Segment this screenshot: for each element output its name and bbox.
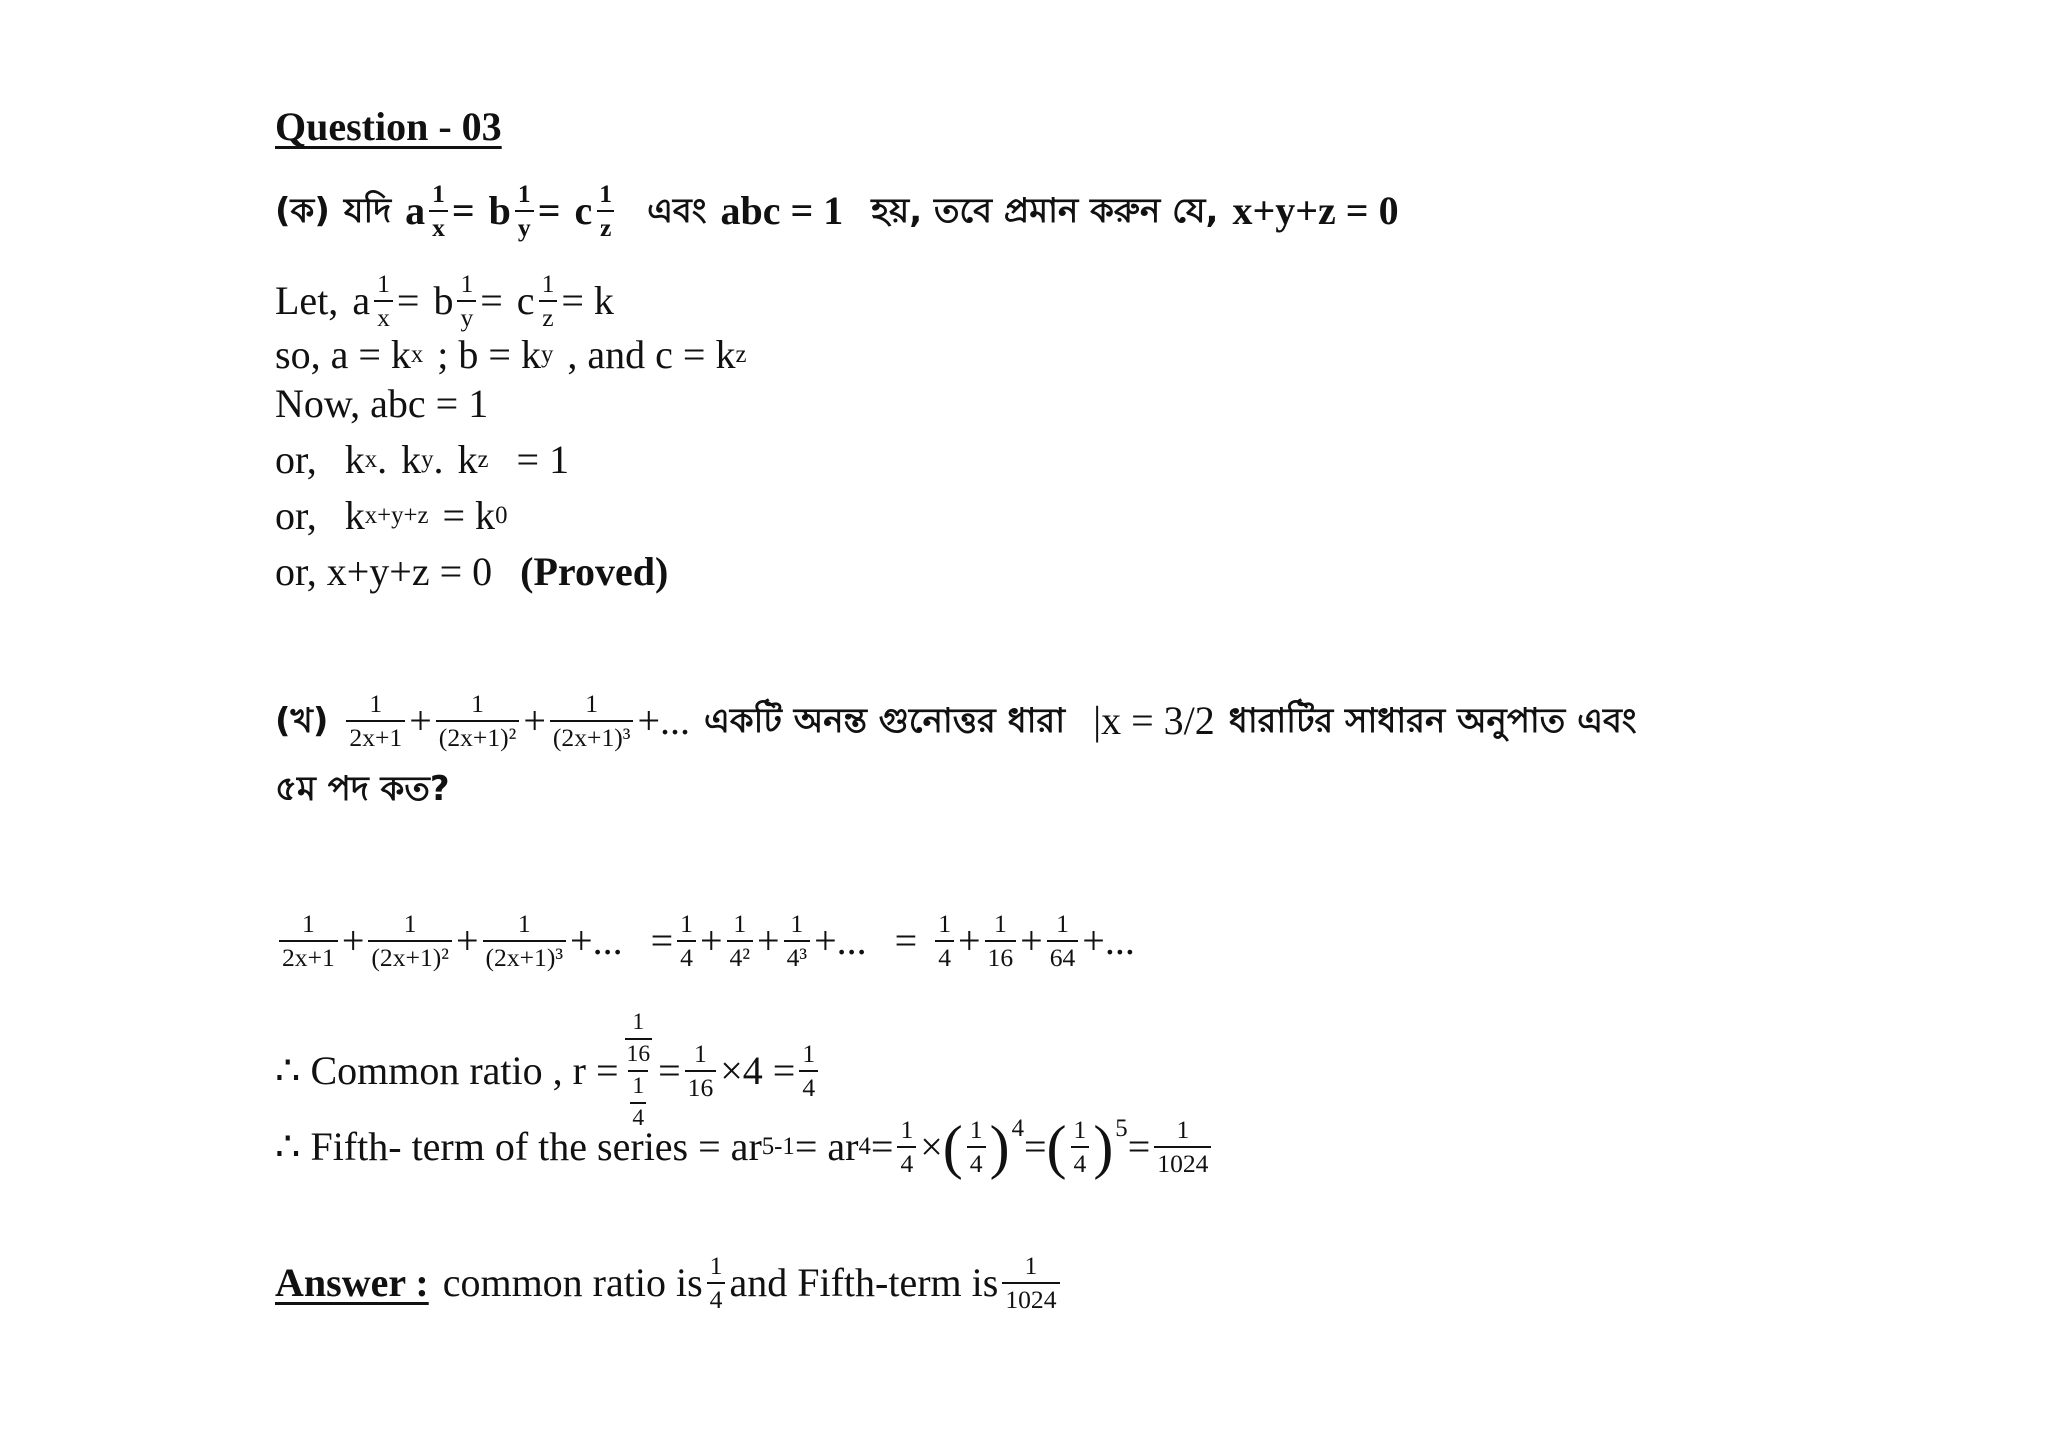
solution-let-line — [275, 270, 614, 332]
plus-sign: + — [341, 918, 365, 964]
base-a: a — [352, 278, 371, 324]
equals-ar: = ar — [794, 1124, 859, 1170]
equals-sign: = — [480, 278, 503, 324]
common-ratio-line — [275, 1010, 822, 1132]
power-five: 5 — [1115, 1114, 1128, 1142]
question-ka-yadi: যদি — [343, 191, 392, 232]
exponent-one-over-x: $\frac{1}{x}$ — [374, 270, 393, 332]
series-ellipsis: +... — [637, 698, 691, 744]
left-paren: ( — [942, 1114, 963, 1181]
plus-sign: + — [455, 918, 479, 964]
one-quarter: $\frac{1}{4}$ — [799, 1040, 818, 1102]
term-3: $\frac{1}{\text{(2x+1)³}}$ — [550, 690, 634, 752]
condition-x: |x = 3/2 — [1093, 698, 1215, 744]
base-c: c — [574, 188, 593, 234]
times-sign: × — [920, 1124, 943, 1170]
goal-equation: x+y+z = 0 — [1232, 188, 1399, 234]
dot: . — [377, 437, 388, 482]
so-a: so, a = k — [275, 332, 411, 377]
one-quarter: $\frac{1}{4}$ — [897, 1116, 916, 1178]
answer-label: Answer : — [275, 1260, 429, 1306]
term-2: $\frac{1}{\text{(2x+1)²}}$ — [368, 910, 452, 972]
series-ellipsis: +... — [814, 918, 867, 964]
exponent-z: z — [735, 340, 747, 368]
solution-or-line-1 — [275, 437, 570, 482]
plus-sign: + — [409, 698, 432, 744]
plus-sign: + — [957, 918, 981, 964]
term-1: $\frac{1}{2x+1}$ — [279, 910, 338, 972]
question-kha-line-2 — [275, 769, 450, 809]
series-ellipsis: +... — [570, 918, 623, 964]
answer-ratio-fraction: $\frac{1}{4}$ — [707, 1252, 726, 1314]
numeric-term-2: $\frac{1}{16}$ — [985, 910, 1017, 972]
exponent-one-over-z: $\frac{1}{z}$ — [539, 270, 558, 332]
or-prefix: or, — [275, 437, 317, 482]
series-rewrite-line — [275, 910, 1135, 972]
so-b: ; b = k — [437, 332, 541, 377]
plus-sign: + — [1020, 918, 1043, 964]
answer-line — [275, 1252, 1064, 1314]
numeric-term-3: $\frac{1}{64}$ — [1047, 910, 1079, 972]
term-2: $\frac{1}{\text{(2x+1)²}}$ — [436, 690, 520, 752]
question-kha-line — [275, 690, 1637, 752]
dot: . — [433, 437, 444, 482]
quarter-term-3: $\frac{1}{\text{4³}}$ — [784, 910, 810, 972]
equals-k: = k — [561, 278, 614, 324]
equals-sign: = — [650, 918, 674, 964]
equals-sign: = — [1023, 1124, 1047, 1170]
or-prefix: or, — [275, 493, 317, 538]
answer-fifth-term-fraction: $\frac{1}{1024}$ — [1002, 1252, 1059, 1314]
exponent-y: y — [421, 445, 434, 473]
base-k: k — [401, 437, 422, 482]
numeric-term-1: $\frac{1}{4}$ — [935, 910, 954, 972]
left-paren: ( — [1046, 1114, 1067, 1181]
one-over-1024: $\frac{1}{1024}$ — [1154, 1116, 1211, 1178]
question-ka-label: (ক) — [275, 191, 330, 232]
equals-one: = 1 — [516, 437, 570, 482]
equals-sign: = — [1127, 1124, 1151, 1170]
solution-now-line: Now, abc = 1 — [275, 381, 489, 426]
exponent-sum: x+y+z — [364, 501, 429, 529]
solution-or-line-3 — [275, 549, 669, 594]
bengali-fifth-term: ৫ম পদ কত? — [275, 769, 450, 809]
power-four: 4 — [1011, 1114, 1024, 1142]
conclusion-equation: or, x+y+z = 0 — [275, 549, 493, 594]
equals-sign: = — [894, 918, 918, 964]
equals-sign: = — [451, 188, 475, 234]
exponent-x: x — [364, 445, 378, 473]
equals-sign: = — [396, 278, 420, 324]
base-c: c — [516, 278, 535, 324]
base-a: a — [405, 188, 426, 234]
equals-k: = k — [442, 493, 496, 538]
exponent-z: z — [477, 445, 489, 473]
plus-sign: + — [757, 918, 780, 964]
base-b: b — [433, 278, 454, 324]
exponent-five-minus-one: 5-1 — [761, 1132, 795, 1160]
exponent-x: x — [410, 340, 424, 368]
bengali-common-ratio-and: ধারাটির সাধারন অনুপাত এবং — [1228, 701, 1637, 742]
bengali-and: এবং — [647, 191, 707, 232]
one-quarter: $\frac{1}{4}$ — [1071, 1116, 1090, 1178]
one-sixteenth: $\frac{1}{16}$ — [685, 1040, 717, 1102]
solution-or-line-2 — [275, 493, 508, 538]
base-k: k — [457, 437, 478, 482]
plus-sign: + — [523, 698, 546, 744]
right-paren: ) — [1093, 1114, 1114, 1181]
exponent-one-over-x: $\frac{1}{x}$ — [429, 180, 448, 242]
one-quarter: $\frac{1}{4}$ — [967, 1116, 986, 1178]
fifth-term-label: ∴ Fifth- term of the series = ar — [275, 1124, 762, 1170]
answer-common-ratio-text: common ratio is — [442, 1260, 703, 1306]
equals-sign: = — [537, 188, 561, 234]
base-b: b — [488, 188, 511, 234]
question-heading: Question - 03 — [275, 104, 502, 149]
exponent-one-over-z: $\frac{1}{z}$ — [596, 180, 615, 242]
solution-so-line — [275, 332, 747, 377]
question-kha-label: (খ) — [275, 701, 329, 742]
quarter-term-1: $\frac{1}{4}$ — [677, 910, 696, 972]
base-k: k — [344, 493, 365, 538]
answer-fifth-term-text: and Fifth-term is — [729, 1260, 999, 1306]
base-k: k — [344, 437, 365, 482]
condition-abc: abc = 1 — [720, 188, 844, 234]
equals-sign: = — [658, 1047, 681, 1093]
times-four: ×4 = — [720, 1047, 796, 1093]
fifth-term-line — [275, 1114, 1215, 1181]
right-paren: ) — [989, 1114, 1010, 1181]
series-ellipsis: +... — [1082, 918, 1135, 964]
so-c: , and c = k — [567, 332, 736, 377]
bengali-infinite-series: একটি অনন্ত গুনোত্তর ধারা — [704, 701, 1066, 742]
exponent-zero: 0 — [495, 501, 508, 529]
exponent-y: y — [540, 340, 554, 368]
question-ka-line — [275, 180, 1399, 242]
common-ratio-label: ∴ Common ratio , r = — [275, 1047, 619, 1093]
quarter-term-2: $\frac{1}{\text{4²}}$ — [727, 910, 753, 972]
bengali-then-prove: হয়, তবে প্রমান করুন যে, — [871, 191, 1219, 232]
let-prefix: Let, — [275, 278, 339, 324]
exponent-one-over-y: $\frac{1}{y}$ — [515, 180, 534, 242]
plus-sign: + — [699, 918, 723, 964]
proved-label: (Proved) — [520, 549, 669, 594]
exponent-one-over-y: $\frac{1}{y}$ — [457, 270, 476, 332]
term-3: $\frac{1}{\text{(2x+1)³}}$ — [483, 910, 567, 972]
term-1: $\frac{1}{2x+1}$ — [346, 690, 405, 752]
exponent-four: 4 — [858, 1132, 871, 1160]
ratio-compound-fraction: $\frac{\frac{1}{16}}{\frac{1}{4}}$ — [626, 1009, 651, 1131]
equals-sign: = — [870, 1124, 894, 1170]
